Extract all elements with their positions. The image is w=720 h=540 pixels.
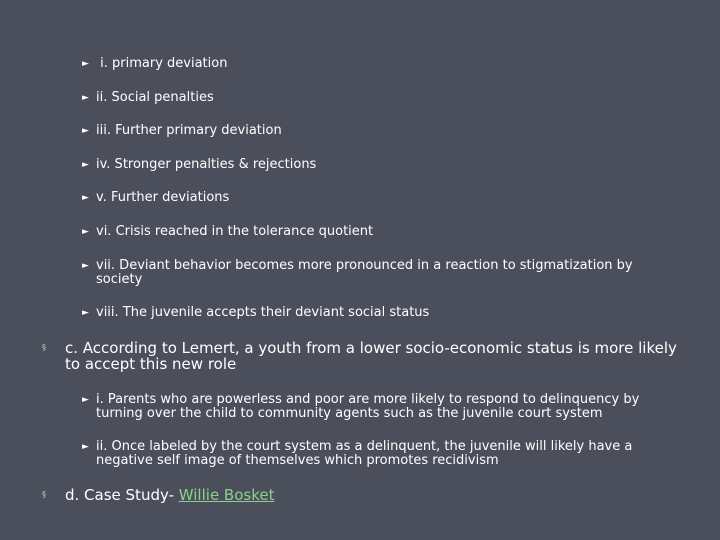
list-item-text: i. primary deviation <box>96 56 228 71</box>
list-item <box>82 225 682 239</box>
arrow-bullet-icon: ► <box>82 126 89 136</box>
arrow-bullet-icon: ► <box>82 261 89 271</box>
main-point-text <box>65 487 682 503</box>
main-point-text: c. According to Lemert, a youth from a lower socio-economic status is more likely to accept this new role <box>65 339 677 373</box>
list-item-text: iii. Further primary deviation <box>96 123 282 138</box>
arrow-bullet-icon: ► <box>82 227 89 237</box>
list-item-text: vii. Deviant behavior becomes more pronounced in a reaction to stigmatization by society <box>96 258 633 287</box>
list-item-text: iv. Stronger penalties & rejections <box>96 157 317 172</box>
arrow-bullet-icon: ► <box>82 395 89 405</box>
arrow-bullet-icon: ► <box>82 193 89 203</box>
arrow-bullet-icon: ► <box>82 59 89 69</box>
list-item-text: vi. Crisis reached in the tolerance quotient <box>96 224 374 239</box>
list-item <box>82 158 682 172</box>
list-item <box>82 259 682 287</box>
case-study-prefix: d. Case Study- <box>65 486 179 504</box>
arrow-bullet-icon: ► <box>82 93 89 103</box>
list-item-text: viii. The juvenile accepts their deviant social status <box>96 305 430 320</box>
willie-bosket-link[interactable]: Willie Bosket <box>178 486 275 504</box>
arrow-bullet-icon: ► <box>82 308 89 318</box>
main-point-d <box>42 487 682 503</box>
arrow-bullet-icon: ► <box>82 442 89 452</box>
list-item <box>82 191 682 205</box>
main-point-c <box>42 340 682 372</box>
square-bullet-icon: § <box>42 490 46 499</box>
list-item <box>82 57 682 71</box>
list-item-text: v. Further deviations <box>96 190 230 205</box>
list-item <box>82 306 682 320</box>
arrow-bullet-icon: ► <box>82 160 89 170</box>
list-item-text: i. Parents who are powerless and poor are more likely to respond to delinquency by turning over the child to community agents such as the juvenile court system <box>96 392 640 421</box>
square-bullet-icon: § <box>42 343 46 352</box>
list-item <box>82 91 682 105</box>
list-item <box>82 124 682 138</box>
list-item-text: ii. Social penalties <box>96 90 214 105</box>
list-item-text: ii. Once labeled by the court system as a delinquent, the juvenile will likely have a negative self image of themselves which promotes recidivism <box>96 439 633 468</box>
list-item <box>82 440 682 468</box>
list-item <box>82 393 682 421</box>
